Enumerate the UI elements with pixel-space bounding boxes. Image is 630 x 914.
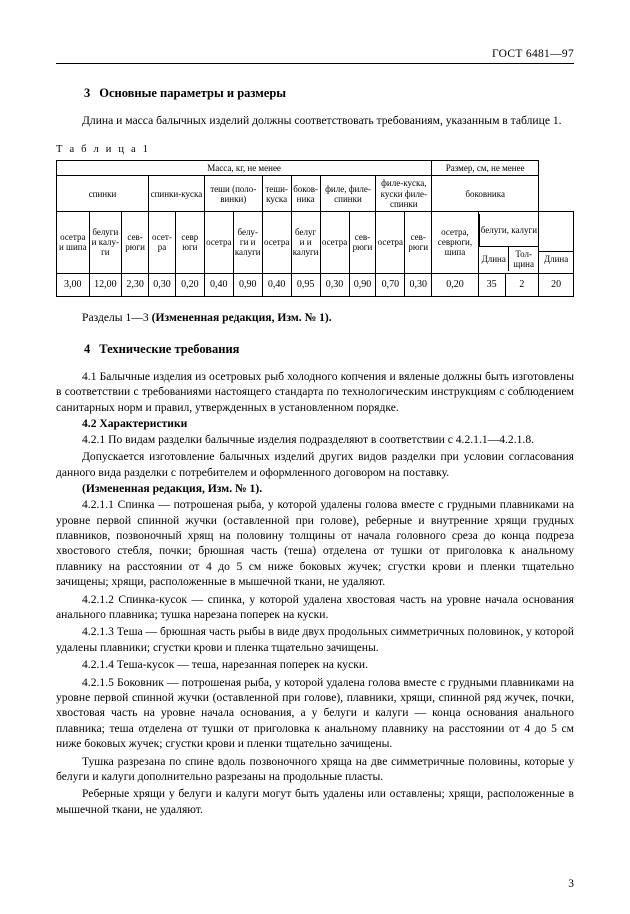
heading-4-2: 4.2 Характеристики — [82, 416, 188, 430]
table-subcol-13: севрюги — [405, 211, 432, 273]
section-3-number: 3 — [84, 86, 91, 100]
paragraph-4-2-1-5-c: Реберные хрящи у белуги и калуги могут быть удалены или оставлены; хрящи, расположенные в мышечной ткани, не удаляют. — [56, 787, 574, 816]
table-subcol-tolshchina: Толщина — [509, 246, 538, 271]
table-group-mass: Масса, кг, не менее — [57, 161, 432, 176]
page-number: 3 — [568, 878, 574, 890]
table-cell-value: 0,40 — [262, 273, 291, 296]
table-col-file: филе, филе-спинки — [320, 176, 376, 211]
table-subcol-9: белуги и калуги — [291, 211, 320, 273]
paragraph-4-1: 4.1 Балычные изделия из осетровых рыб холодного копчения и вяленые должны быть изготовлены в соответствии с требованиями настоящего стандарта по технологическим инструкциям с соблюдением санитарных норм и правил, утвержденных в установленном порядке. — [56, 369, 574, 414]
table-row — [57, 273, 574, 296]
table-cell-value: 0,40 — [204, 273, 233, 296]
table-cell-value: 20 — [539, 273, 574, 296]
table-cell-value: 35 — [478, 273, 505, 296]
revision-note-1-bold: (Измененная редакция, Изм. № 1). — [151, 310, 332, 324]
table-subcol-10: осетра — [320, 211, 349, 273]
table-subcol-dlina-2: Длина — [543, 253, 569, 264]
page-header — [56, 0, 574, 60]
table-cell-value: 0,20 — [175, 273, 204, 296]
paragraph-4-2-1-5: 4.2.1.5 Боковник — потрошеная рыба, у которой удалена голова вместе с грудными плавниками на уровне первой спинной жучки (оставленной при голове), плавники, хрящи, спинной ряд жучек, почки, хвостовая часть на уровне начала основания, а у белуги и калуги — конца основания анального плавника; теша отделена от тушки от приголовка к анальному плавнику на расстоянии от 4 до 5 см ниже боковых жучек; сгустки крови и пленки тщательно зачищены. — [56, 675, 574, 751]
revision-note-1 — [56, 311, 574, 324]
table-subcol-2: белуги и калуги — [89, 211, 122, 273]
table-col-bokovnika-size: боковника — [432, 176, 539, 211]
table-subcol-5: севрюги — [175, 211, 204, 273]
table-cell-value: 2,30 — [122, 273, 149, 296]
table-subcol-11: севрюги — [349, 211, 376, 273]
table-row — [57, 176, 574, 211]
section-4-title: Технические требования — [99, 341, 240, 356]
revision-note-2: (Измененная редакция, Изм. № 1). — [82, 482, 263, 496]
header-divider — [56, 63, 574, 64]
table-subcol-8: осетра — [262, 211, 291, 273]
paragraph-4-2-1-2: 4.2.1.2 Спинка-кусок — спинка, у которой удалена хвостовая часть на уровне начала основания анального плавника; тушка нарезана поперек на куски. — [56, 592, 574, 621]
table-cell-value: 0,30 — [405, 273, 432, 296]
revision-note-1-plain: Разделы 1—3 — [82, 310, 152, 324]
table-subcol-dlina: Длина — [479, 246, 508, 271]
table-subcol-7: белуги и калуги — [233, 211, 262, 273]
table-cell-value: 0,30 — [149, 273, 176, 296]
table-caption: Т а б л и ц а 1 — [56, 144, 151, 156]
standard-designation: ГОСТ 6481—97 — [492, 48, 574, 60]
table-subcol-6: осетра — [204, 211, 233, 273]
table-subcol-15: белуги, калуги — [479, 214, 538, 247]
table-subcol-14: осетра, севрюги, шипа — [432, 211, 479, 273]
table-subcol-1: осетра и шипа — [57, 211, 90, 273]
section-3-title: Основные параметры и размеры — [99, 86, 287, 100]
paragraph-4-2-1: 4.2.1 По видам разделки балычные изделия подразделяют в соответствии с 4.2.1.1—4.2.1.8. — [82, 432, 535, 446]
table-cell-value: 0,90 — [233, 273, 262, 296]
table-cell-value: 0,90 — [349, 273, 376, 296]
paragraph-4-2-1-3: 4.2.1.3 Теша — брюшная часть рыбы в виде двух продольных симметричных половинок, у которой удалены плавники; сгустки крови и пленка тщательно зачищены. — [56, 625, 575, 654]
table-cell-value: 0,95 — [291, 273, 320, 296]
table-cell-value: 2 — [505, 273, 539, 296]
table-cell-value: 0,20 — [432, 273, 479, 296]
table-row — [57, 161, 574, 176]
parameters-table — [56, 160, 574, 296]
table-subcol-3: севрюги — [122, 211, 149, 273]
table-col-file-kuska: филе-куска, куски филе-спинки — [376, 176, 432, 211]
paragraph-4-2-1-4: 4.2.1.4 Теша-кусок — теша, нарезанная поперек на куски. — [82, 658, 368, 672]
table-cell-value: 3,00 — [57, 273, 90, 296]
table-group-size: Размер, см, не менее — [432, 161, 539, 176]
table-cell-value: 12,00 — [89, 273, 122, 296]
paragraph-4-2-1-note: Допускается изготовление балычных изделий других видов разделки при условии согласования данного вида разделки с потребителем и оформленного договором на поставку. — [56, 450, 574, 479]
table-cell-value: 0,30 — [320, 273, 349, 296]
table-subcol-16-wrap — [539, 211, 574, 273]
paragraph-4-2-1-1: 4.2.1.1 Спинка — потрошеная рыба, у которой удалены голова вместе с грудными плавниками на уровне первой спинной жучки (оставленной при голове), реберные и внутренние хрящи грудных плавников, позвоночный хрящ на половину толщины от начала головного среза до конца подреза хвостового стебля, почки; брюшная часть (теша) отделена от тушки от приголовка к анальному плавнику на расстоянии от 4 до 5 см ниже боковых жучек; сгустки крови и пленки тщательно зачищены; хрящи, расположенные в мышечной ткани, не удаляют. — [56, 498, 574, 589]
table-cell-value: 0,70 — [376, 273, 405, 296]
table-subcol-group-belugi — [478, 211, 538, 273]
table-col-teshi-kuska: теши-куска — [262, 176, 291, 211]
section-4-heading — [56, 342, 574, 357]
table-row — [57, 211, 574, 273]
section-4-number: 4 — [84, 341, 91, 356]
section-3-paragraph: Длина и масса балычных изделий должны соответствовать требованиям, указанным в таблице 1. — [82, 114, 562, 127]
table-col-teshi: теши (половинки) — [204, 176, 262, 211]
table-subcol-12: осетра — [376, 211, 405, 273]
section-3-heading — [56, 86, 574, 101]
table-subcol-4: осетра — [149, 211, 176, 273]
table-subcol-16 — [539, 219, 573, 252]
table-col-bokovnika: боковника — [291, 176, 320, 211]
table-col-spinki: спинки — [57, 176, 149, 211]
table-col-spinki-kuska: спинки-куска — [149, 176, 205, 211]
paragraph-4-2-1-5-b: Тушка разрезана по спине вдоль позвоночного хряща на две симметричные половины, которые у белуги и калуги дополнительно разрезаны на продольные пласты. — [56, 754, 574, 784]
